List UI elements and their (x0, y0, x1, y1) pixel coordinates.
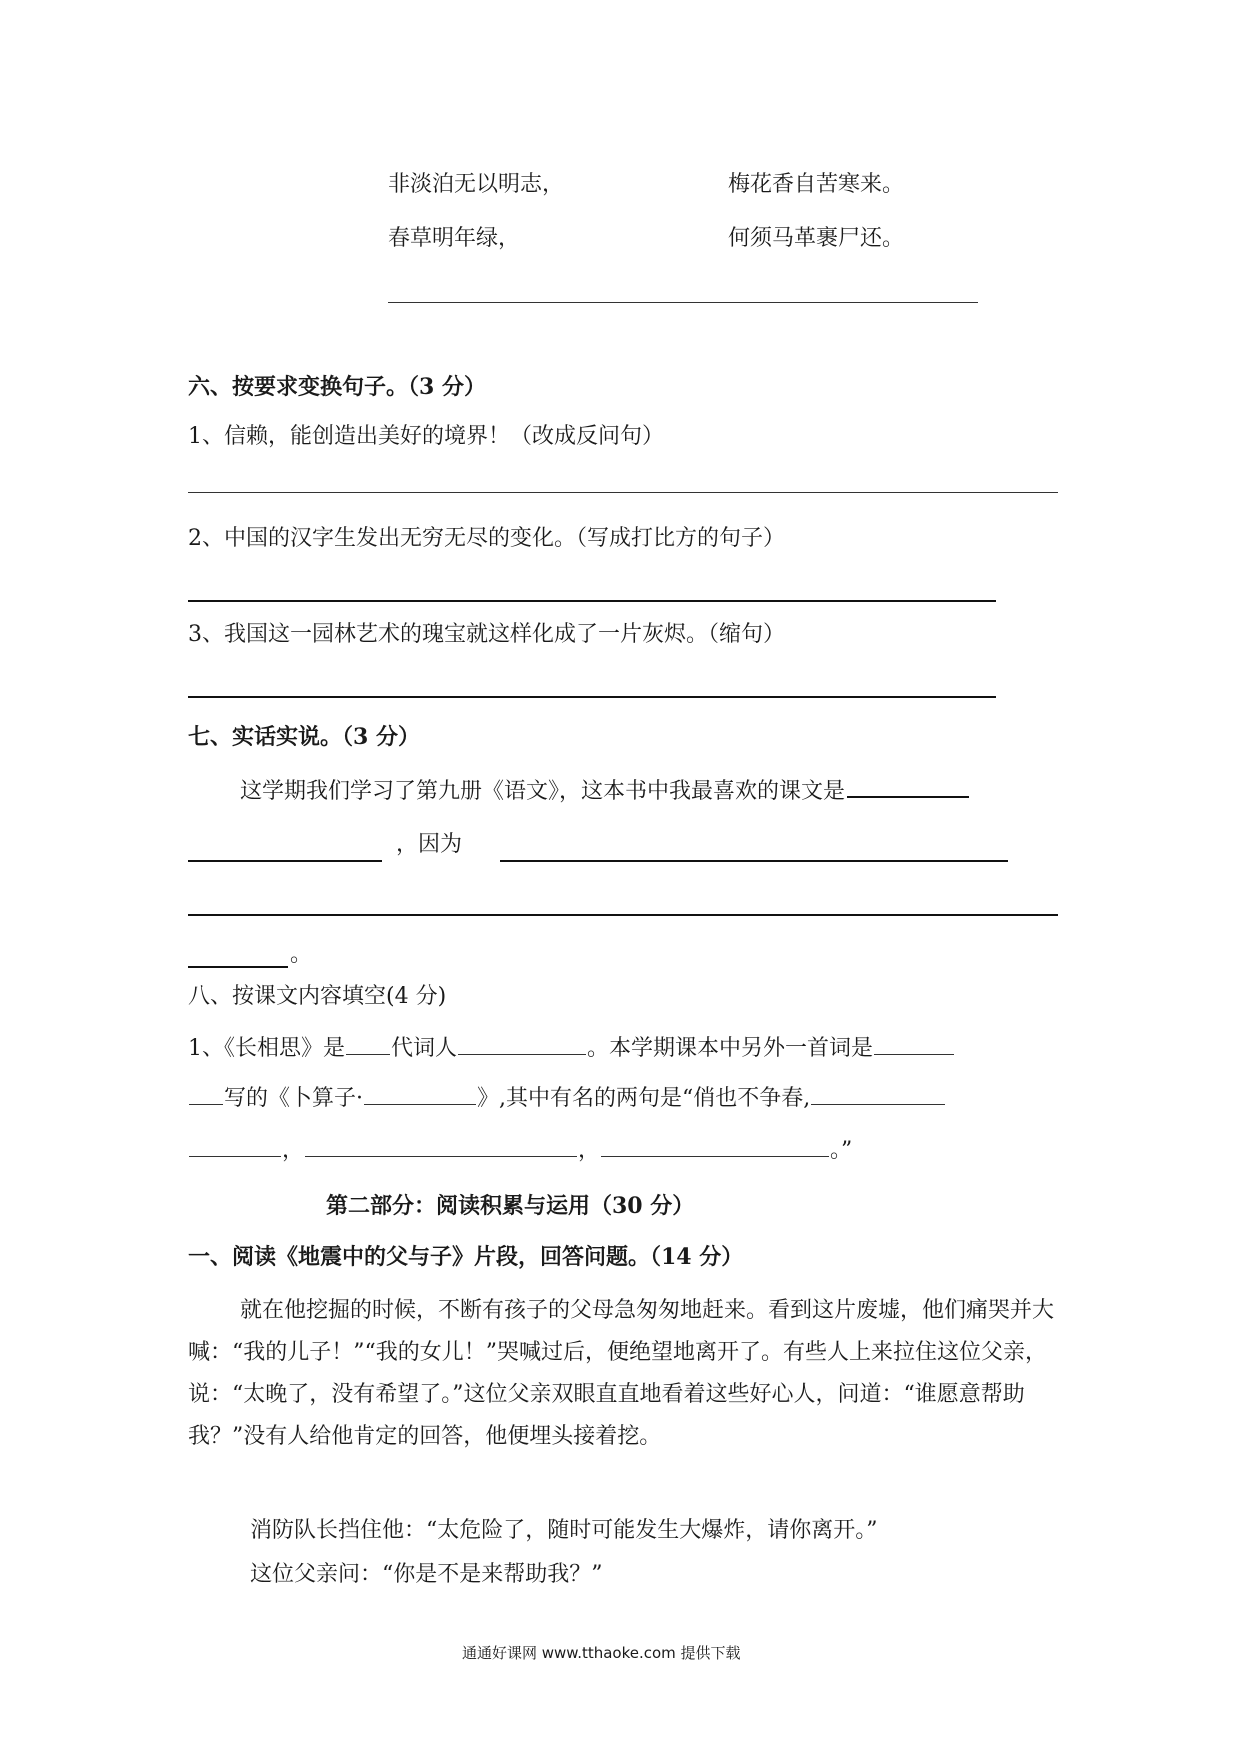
poet-name-blank[interactable] (458, 1034, 586, 1055)
poem-line-1-left: 非淡泊无以明志， (388, 172, 565, 197)
section-6-question-2: 2、中国的汉字生发出无穷无尽的变化。（写成打比方的句子） (188, 526, 785, 551)
reason-blank-1[interactable] (500, 860, 1008, 862)
section-8-line-3 (188, 1136, 852, 1166)
favorite-lesson-blank-cont[interactable] (188, 860, 382, 862)
fill-text: 》,其中有名的两句是“俏也不争春, (477, 1086, 811, 1111)
verse-blank-1[interactable] (811, 1084, 945, 1105)
reason-blank-3[interactable] (188, 966, 288, 968)
verse-blank-3[interactable] (601, 1136, 829, 1157)
fill-text: ， (578, 1138, 601, 1163)
section-8-line-2 (188, 1084, 946, 1114)
fill-text: ， (282, 1138, 305, 1163)
part-2-title: 第二部分：阅读积累与运用（30 分） (326, 1193, 695, 1219)
section-7-line-1 (240, 776, 971, 807)
dynasty-blank[interactable] (346, 1034, 390, 1055)
section-6-title: 六、按要求变换句子。（3 分） (188, 374, 486, 400)
fill-text: 。” (830, 1138, 853, 1163)
verse-blank-1-cont[interactable] (189, 1136, 281, 1157)
verse-blank-2[interactable] (305, 1136, 577, 1157)
fill-text: 。本学期课本中另外一首词是 (587, 1036, 874, 1061)
fill-text: 写的《卜算子· (224, 1086, 363, 1111)
other-poem-author-blank-cont[interactable] (189, 1084, 223, 1105)
other-poem-author-blank[interactable] (874, 1034, 954, 1055)
poem-line-1-right: 梅花香自苦寒来。 (728, 172, 905, 197)
fill-text: 1、《长相思》是 (188, 1036, 345, 1061)
section-8-title: 八、按课文内容填空(4 分) (188, 984, 447, 1009)
section-7-because: ，因为 (396, 832, 463, 857)
favorite-lesson-blank[interactable] (847, 776, 969, 798)
reading-paragraph-3: 这位父亲问：“你是不是来帮助我？” (250, 1562, 603, 1587)
poem-answer-line[interactable] (388, 302, 978, 303)
fill-text: 代词人 (391, 1036, 458, 1061)
reason-blank-2[interactable] (188, 914, 1058, 916)
section-8-line-1 (188, 1034, 955, 1064)
section-6-question-3: 3、我国这一园林艺术的瑰宝就这样化成了一片灰烬。（缩句） (188, 622, 785, 647)
section-7-title: 七、实话实说。（3 分） (188, 724, 420, 750)
reading-question-1-title: 一、阅读《地震中的父与子》片段，回答问题。（14 分） (188, 1244, 744, 1270)
section-6-question-1: 1、信赖，能创造出美好的境界！（改成反问句） (188, 424, 664, 449)
poem-line-2-right: 何须马革裹尸还。 (728, 226, 905, 251)
answer-line-6-2[interactable] (188, 600, 996, 602)
section-7-period: 。 (290, 942, 313, 967)
section-7-prompt: 这学期我们学习了第九册《语文》，这本书中我最喜欢的课文是 (240, 779, 846, 804)
poem-line-2-left: 春草明年绿， (388, 226, 521, 251)
answer-line-6-1[interactable] (188, 492, 1058, 493)
answer-line-6-3[interactable] (188, 696, 996, 698)
poem-subtitle-blank[interactable] (364, 1084, 476, 1105)
reading-paragraph-1: 就在他挖掘的时候，不断有孩子的父母急匆匆地赶来。看到这片废墟，他们痛哭并大喊：“我的儿子！”“我的女儿！”哭喊过后，便绝望地离开了。有些人上来拉住这位父亲，说：“太晚了，没有希望了。”这位父亲双眼直直地看着这些好心人，问道：“谁愿意帮助我？”没有人给他肯定的回答，他便埋头接着挖。 (188, 1298, 1055, 1449)
reading-paragraph-2: 消防队长挡住他：“太危险了，随时可能发生大爆炸，请你离开。” (250, 1518, 878, 1543)
page-footer: 通通好课网 www.tthaoke.com 提供下载 (462, 1644, 741, 1662)
